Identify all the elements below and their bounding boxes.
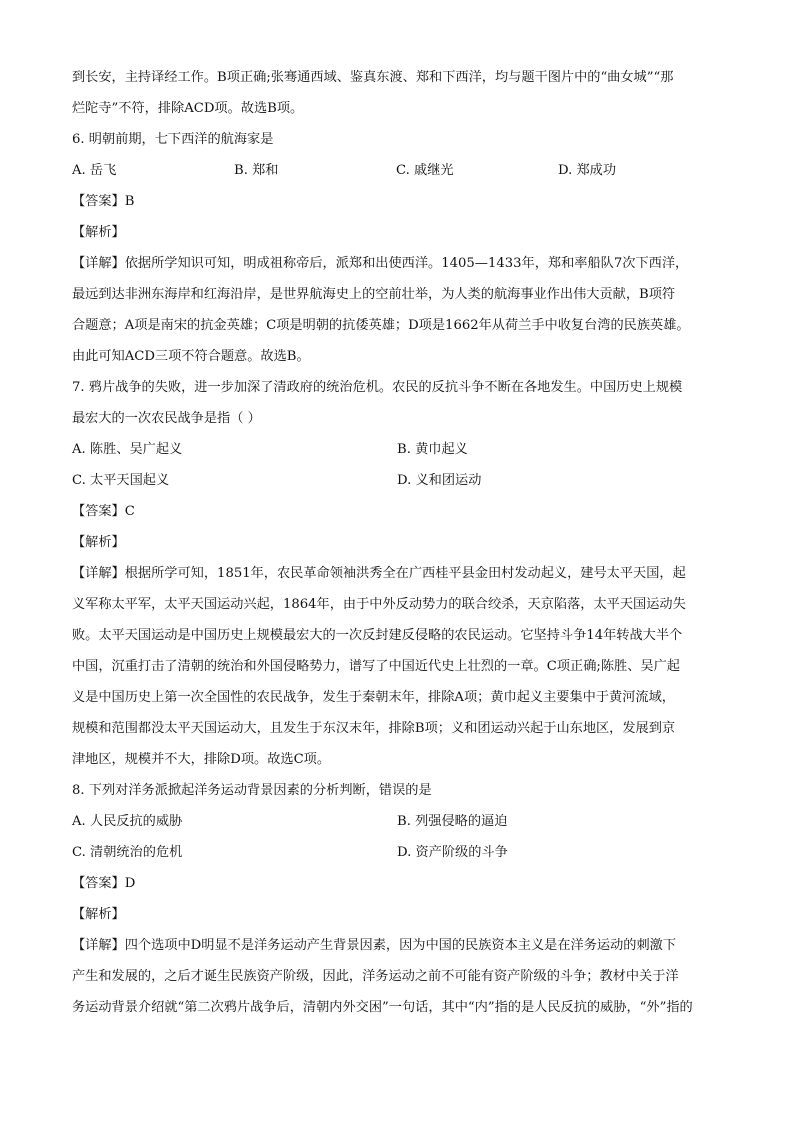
q8-option-d: D. 资产阶级的斗争 [397,845,508,860]
q7-detail-line-1: 【详解】根据所学可知，1851年，农民革命领袖洪秀全在广西桂平县金田村发动起义，建号太平天国，起 [72,566,686,581]
q8-analysis-label: 【解析】 [72,907,125,922]
q8-option-a: A. 人民反抗的威胁 [72,814,183,829]
q8-option-b: B. 列强侵略的逼迫 [397,814,508,829]
q8-answer: 【答案】D [72,876,136,891]
q7-detail-line-4: 中国，沉重打击了清朝的统治和外国侵略势力，谱写了中国近代史上壮烈的一章。C项正确;陈胜、吴广起 [72,659,680,674]
q8-detail-line-3: 务运动背景介绍就“第二次鸦片战争后，清朝内外交困”一句话，其中“内”指的是人民反抗的威胁，“外”指的 [72,1000,693,1015]
q6-answer: 【答案】B [72,194,135,209]
q8-detail-line-2: 产生和发展的，之后才诞生民族资产阶级，因此，洋务运动之前不可能有资产阶级的斗争；教材中关于洋 [72,969,679,984]
q7-analysis-label: 【解析】 [72,535,125,550]
q6-option-c: C. 戚继光 [396,163,454,178]
q6-option-d: D. 郑成功 [558,163,617,178]
q8-detail-line-1: 【详解】四个选项中D明显不是洋务运动产生背景因素，因为中国的民族资本主义是在洋务运动的刺激下 [72,938,677,953]
q6-options [72,155,732,186]
q7-detail-line-5: 义是中国历史上第一次全国性的农民战争，发生于秦朝末年，排除A项；黄巾起义主要集中于黄河流域， [72,690,675,705]
q6-option-b: B. 郑和 [234,163,279,178]
document-page [72,62,732,1023]
q6-analysis-label: 【解析】 [72,225,125,240]
q8-option-c: C. 清朝统治的危机 [72,845,183,860]
q7-answer: 【答案】C [72,504,135,519]
q8-stem: 8. 下列对洋务派掀起洋务运动背景因素的分析判断，错误的是 [72,783,432,798]
q6-detail-line-4: 由此可知ACD三项不符合题意。故选B。 [72,349,310,364]
q6-stem: 6. 明朝前期，七下西洋的航海家是 [72,132,274,147]
q7-option-c: C. 太平天国起义 [72,473,170,488]
q7-detail-line-2: 义军称太平军，太平天国运动兴起，1864年，由于中外反动势力的联合绞杀，天京陷落，太平天国运动失 [72,597,686,612]
q7-option-b: B. 黄巾起义 [397,442,468,457]
q7-option-a: A. 陈胜、吴广起义 [72,442,183,457]
q8-options-row-1 [72,806,732,837]
q6-detail-line-1: 【详解】依据所学知识可知，明成祖称帝后，派郑和出使西洋。1405—1433年，郑和率船队7次下西洋， [72,256,689,271]
q6-detail-line-3: 合题意；A项是南宋的抗金英雄；C项是明朝的抗倭英雄；D项是1662年从荷兰手中收复台湾的民族英雄。 [72,318,690,333]
q6-option-a: A. 岳飞 [72,163,117,178]
q7-options-row-1 [72,434,732,465]
q7-option-d: D. 义和团运动 [397,473,482,488]
continued-text-line-1: 到长安，主持译经工作。B项正确;张骞通西域、鉴真东渡、郑和下西洋，均与题干图片中的“曲女城”“那 [72,70,674,85]
q7-stem-line-1: 7. 鸦片战争的失败，进一步加深了清政府的统治危机。农民的反抗斗争不断在各地发生。中国历史上规模 [72,380,683,395]
q7-options-row-2 [72,465,732,496]
q7-detail-line-3: 败。太平天国运动是中国历史上规模最宏大的一次反封建反侵略的农民运动。它坚持斗争14年转战大半个 [72,628,683,643]
q8-options-row-2 [72,837,732,868]
q7-detail-line-7: 津地区，规模并不大，排除D项。故选C项。 [72,752,331,767]
continued-text-line-2: 烂陀寺”不符，排除ACD项。故选B项。 [72,101,304,116]
q6-detail-line-2: 最远到达非洲东海岸和红海沿岸，是世界航海史上的空前壮举，为人类的航海事业作出伟大贡献，B项符 [72,287,676,302]
q7-detail-line-6: 规模和范围都没太平天国运动大，且发生于东汉末年，排除B项；义和团运动兴起于山东地区，发展到京 [72,721,676,736]
q7-stem-line-2: 最宏大的一次农民战争是指（ ） [72,411,261,426]
